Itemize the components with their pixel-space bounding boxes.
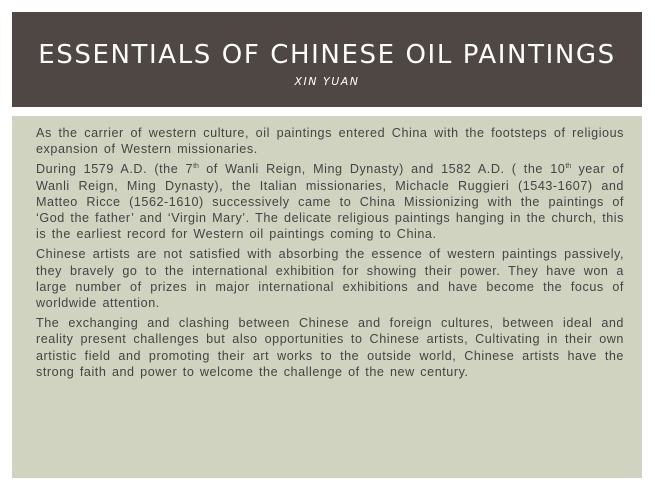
ordinal-suffix: th [565, 163, 572, 171]
history-text-part-3: year of Wanli Reign, Ming Dynasty), the Italian missionaries, Michacle Ruggieri (1543-1607) and Matteo Ricce (1562-1610) successively came to China Missionizing with the paintings of ‘God the father’ and ‘Virgin Mary’. The delicate religious paintings hanging in the church, this is the earliest record for Western oil paintings coming to China. [36, 162, 625, 242]
history-text-part-2: of Wanli Reign, Ming Dynasty) and 1582 A.D. ( the 10 [198, 162, 566, 177]
paragraph-intro: As the carrier of western culture, oil paintings entered China with the footsteps of religious expansion of Western missionaries. [36, 126, 624, 157]
content-panel [12, 116, 642, 478]
author-subtitle: XIN YUAN [294, 75, 360, 88]
page-title: ESSENTIALS OF CHINESE OIL PAINTINGS [38, 40, 616, 70]
title-banner [12, 12, 642, 107]
paragraph-outlook: The exchanging and clashing between Chinese and foreign cultures, between ideal and reality present challenges but also opportunities to Chinese artists, Cultivating in their own artistic field and promoting their art works to the outside world, Chinese artists have the strong faith and power to welcome the challenge of the new century. [36, 316, 624, 379]
history-text-part-1: During 1579 A.D. (the 7 [36, 162, 194, 177]
ordinal-suffix: th [193, 163, 199, 171]
paragraph-artists: Chinese artists are not satisfied with absorbing the essence of western paintings passively, they bravely go to the international exhibition for showing their power. They have won a large number of prizes in major international exhibitions and have become the focus of worldwide attention. [36, 247, 624, 311]
paragraph-history [36, 161, 624, 242]
